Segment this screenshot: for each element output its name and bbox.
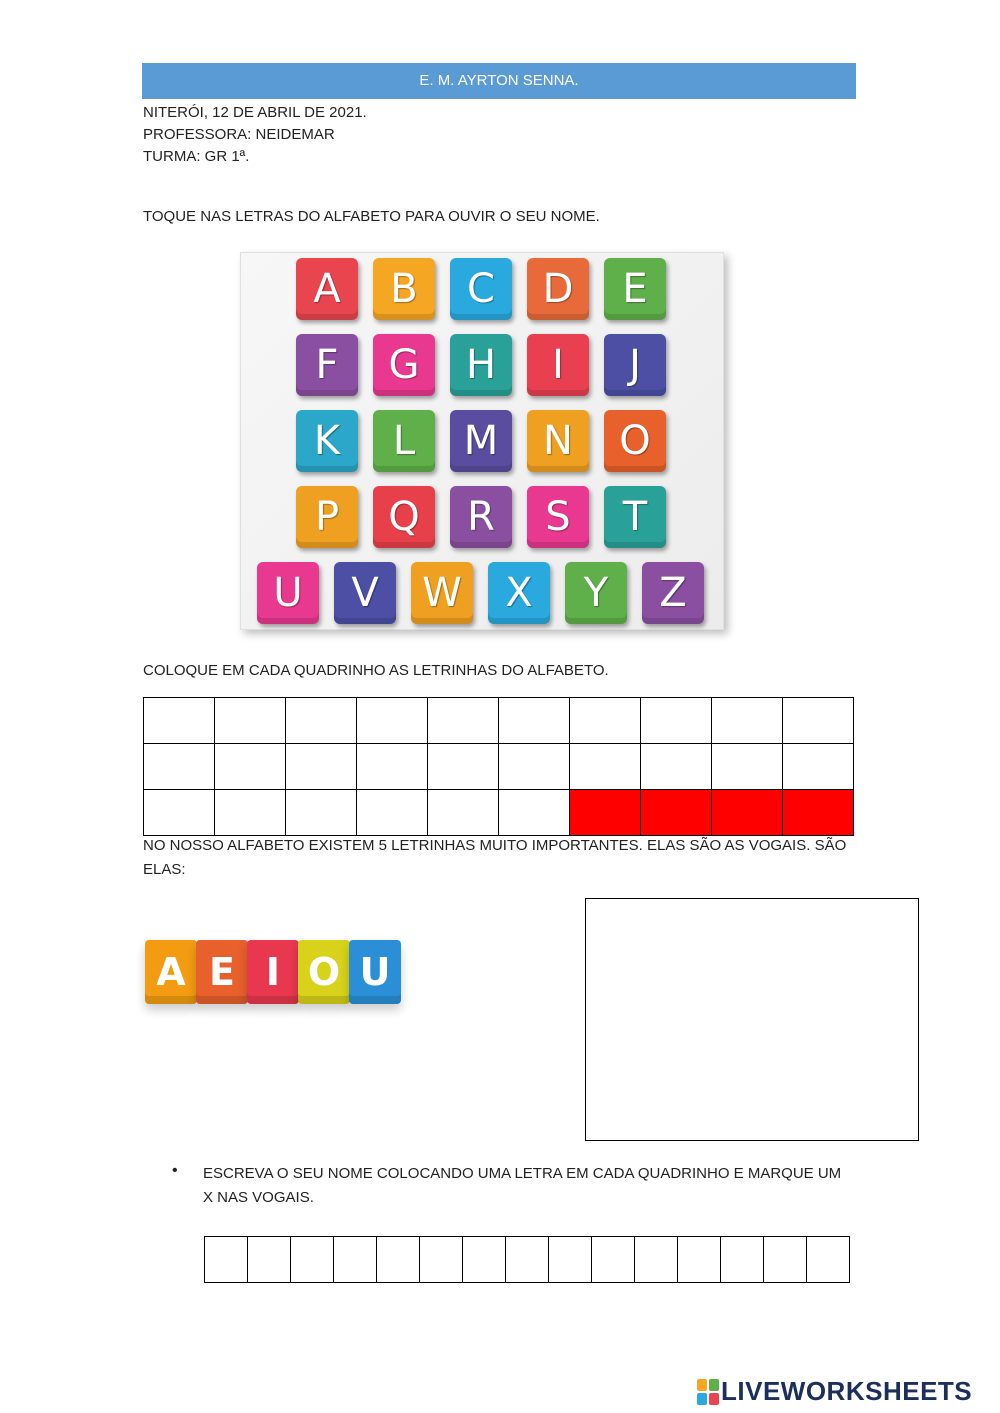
teacher-line: PROFESSORA: NEIDEMAR <box>143 126 335 143</box>
name-grid-cell[interactable] <box>248 1237 291 1283</box>
letter-tile-c[interactable]: C <box>450 258 512 320</box>
grid-cell-filled <box>783 790 854 836</box>
name-grid-cell[interactable] <box>463 1237 506 1283</box>
name-task-text: ESCREVA O SEU NOME COLOCANDO UMA LETRA EM CADA QUADRINHO E MARQUE UM X NAS VOGAIS. <box>203 1165 842 1206</box>
grid-cell[interactable] <box>712 698 783 744</box>
letter-tile-b[interactable]: B <box>373 258 435 320</box>
letter-tile-k[interactable]: K <box>296 410 358 472</box>
school-header: E. M. AYRTON SENNA. <box>142 63 856 99</box>
grid-cell[interactable] <box>428 744 499 790</box>
grid-row <box>144 790 854 836</box>
letter-tile-m[interactable]: M <box>450 410 512 472</box>
name-grid-cell[interactable] <box>377 1237 420 1283</box>
name-grid-cell[interactable] <box>291 1237 334 1283</box>
grid-cell[interactable] <box>570 744 641 790</box>
vowel-cube-i: I <box>247 940 299 1004</box>
name-grid-cell[interactable] <box>635 1237 678 1283</box>
grid-cell[interactable] <box>428 698 499 744</box>
letter-tile-r[interactable]: R <box>450 486 512 548</box>
grid-cell[interactable] <box>357 698 428 744</box>
liveworksheets-logo-icon <box>697 1379 719 1405</box>
grid-cell[interactable] <box>215 698 286 744</box>
grid-cell[interactable] <box>499 744 570 790</box>
grid-cell[interactable] <box>641 744 712 790</box>
grid-row <box>205 1237 850 1283</box>
grid-cell[interactable] <box>286 744 357 790</box>
letter-tile-p[interactable]: P <box>296 486 358 548</box>
task-bullet: • <box>172 1162 178 1179</box>
name-grid-cell[interactable] <box>764 1237 807 1283</box>
grid-row <box>144 744 854 790</box>
liveworksheets-brand: LIVEWORKSHEETS <box>721 1376 973 1406</box>
name-answer-grid <box>204 1236 850 1283</box>
alphabet-board <box>240 252 724 630</box>
grid-cell[interactable] <box>783 698 854 744</box>
class-line: TURMA: GR 1ª. <box>143 148 250 165</box>
name-grid-cell[interactable] <box>549 1237 592 1283</box>
letter-tile-w[interactable]: W <box>411 562 473 624</box>
vowel-answer-box[interactable] <box>585 898 919 1141</box>
letter-tile-n[interactable]: N <box>527 410 589 472</box>
grid-cell[interactable] <box>215 790 286 836</box>
letter-tile-x[interactable]: X <box>488 562 550 624</box>
name-grid-cell[interactable] <box>678 1237 721 1283</box>
grid-cell[interactable] <box>570 698 641 744</box>
vowel-cube-u: U <box>349 940 401 1004</box>
grid-cell[interactable] <box>286 698 357 744</box>
name-grid-cell[interactable] <box>807 1237 850 1283</box>
vowels-text: NO NOSSO ALFABETO EXISTEM 5 LETRINHAS MUITO IMPORTANTES. ELAS SÃO AS VOGAIS. SÃO ELAS: <box>143 837 847 878</box>
letter-tile-u[interactable]: U <box>257 562 319 624</box>
letter-tile-s[interactable]: S <box>527 486 589 548</box>
letter-tile-l[interactable]: L <box>373 410 435 472</box>
letter-tile-i[interactable]: I <box>527 334 589 396</box>
letter-tile-j[interactable]: J <box>604 334 666 396</box>
grid-cell[interactable] <box>144 744 215 790</box>
vowel-cube-a: A <box>145 940 197 1004</box>
letter-tile-f[interactable]: F <box>296 334 358 396</box>
grid-cell-filled <box>570 790 641 836</box>
letter-tile-d[interactable]: D <box>527 258 589 320</box>
grid-cell[interactable] <box>641 698 712 744</box>
listen-instruction: TOQUE NAS LETRAS DO ALFABETO PARA OUVIR O SEU NOME. <box>143 208 600 225</box>
name-grid-cell[interactable] <box>721 1237 764 1283</box>
letter-tile-g[interactable]: G <box>373 334 435 396</box>
letter-tile-v[interactable]: V <box>334 562 396 624</box>
letter-tile-e[interactable]: E <box>604 258 666 320</box>
grid-cell[interactable] <box>357 790 428 836</box>
name-grid-cell[interactable] <box>420 1237 463 1283</box>
fill-instruction: COLOQUE EM CADA QUADRINHO AS LETRINHAS DO ALFABETO. <box>143 662 609 679</box>
grid-cell-filled <box>712 790 783 836</box>
info-block <box>143 102 367 168</box>
name-grid-cell[interactable] <box>205 1237 248 1283</box>
name-grid-cell[interactable] <box>506 1237 549 1283</box>
grid-cell[interactable] <box>144 698 215 744</box>
grid-cell[interactable] <box>357 744 428 790</box>
letter-tile-y[interactable]: Y <box>565 562 627 624</box>
date-line: NITERÓI, 12 DE ABRIL DE 2021. <box>143 104 367 121</box>
grid-cell[interactable] <box>783 744 854 790</box>
grid-row <box>144 698 854 744</box>
letter-tile-z[interactable]: Z <box>642 562 704 624</box>
liveworksheets-logo <box>697 1376 972 1407</box>
grid-cell[interactable] <box>428 790 499 836</box>
grid-cell[interactable] <box>712 744 783 790</box>
grid-cell[interactable] <box>286 790 357 836</box>
name-grid-cell[interactable] <box>334 1237 377 1283</box>
grid-cell[interactable] <box>499 698 570 744</box>
letter-tile-q[interactable]: Q <box>373 486 435 548</box>
letter-tile-t[interactable]: T <box>604 486 666 548</box>
grid-cell[interactable] <box>215 744 286 790</box>
grid-cell[interactable] <box>144 790 215 836</box>
vowel-cube-e: E <box>196 940 248 1004</box>
letter-tile-a[interactable]: A <box>296 258 358 320</box>
name-grid-cell[interactable] <box>592 1237 635 1283</box>
letter-tile-o[interactable]: O <box>604 410 666 472</box>
vowel-cube-o: O <box>298 940 350 1004</box>
grid-cell-filled <box>641 790 712 836</box>
grid-cell[interactable] <box>499 790 570 836</box>
alphabet-answer-grid <box>143 697 854 836</box>
letter-tile-h[interactable]: H <box>450 334 512 396</box>
